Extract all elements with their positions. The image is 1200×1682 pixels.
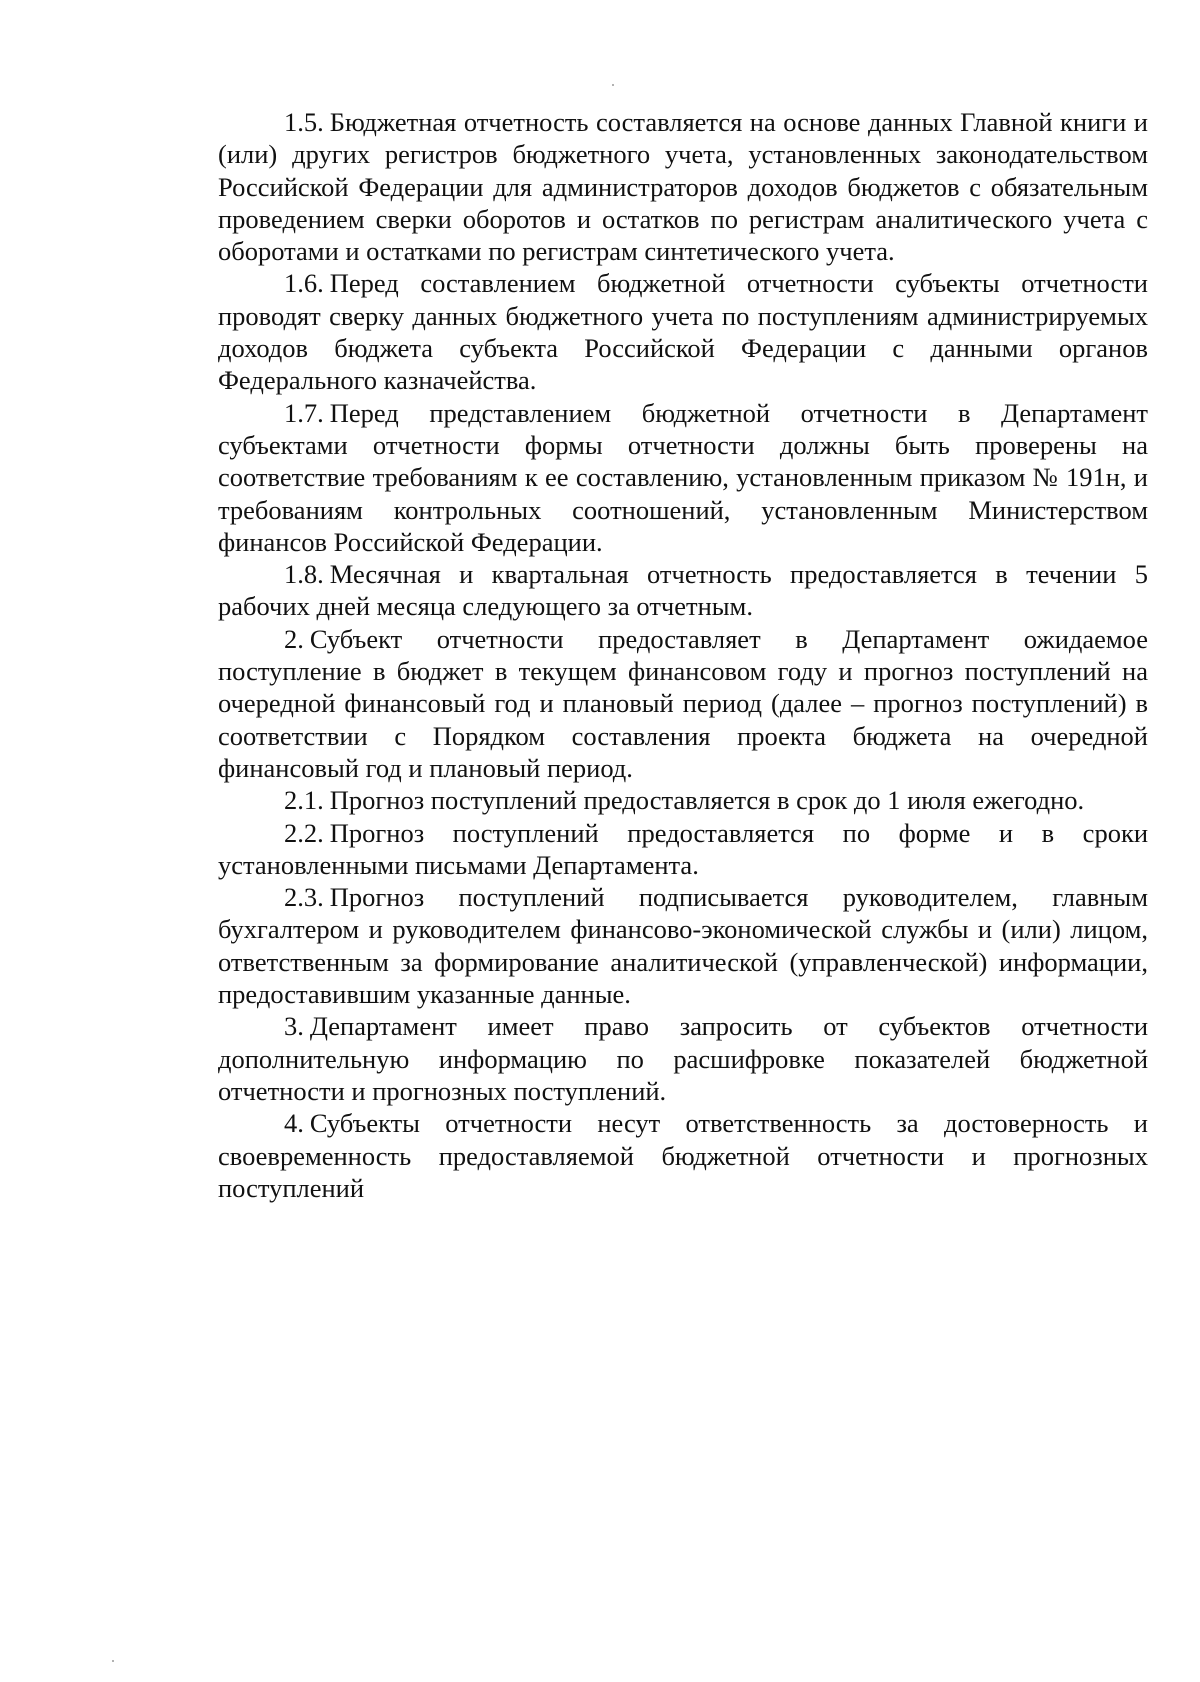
- paragraph-number: 2.1.: [284, 785, 324, 816]
- paragraph-number: 3.: [284, 1011, 304, 1042]
- paragraph-text: Перед составлением бюджетной отчетности субъекты отчетности проводят сверку данных бюджетного учета по поступлениям администрируемых доходов бюджета субъекта Российской Федерации с данными органов Федерального казначейства.: [218, 268, 1148, 396]
- paragraph-2-3: [218, 881, 1148, 1010]
- paragraph-1-5: [218, 106, 1148, 267]
- paragraph-text: Департамент имеет право запросить от субъектов отчетности дополнительную информацию по расшифровке показателей бюджетной отчетности и прогнозных поступлений.: [218, 1011, 1148, 1106]
- scan-speck: [612, 84, 614, 86]
- paragraph-text: Месячная и квартальная отчетность предоставляется в течении 5 рабочих дней месяца следующего за отчетным.: [218, 559, 1148, 622]
- paragraph-3: [218, 1010, 1148, 1107]
- paragraph-4: [218, 1107, 1148, 1204]
- paragraph-2-1: [218, 784, 1148, 816]
- paragraph-1-7: [218, 397, 1148, 558]
- paragraph-number: 2.2.: [284, 817, 324, 848]
- paragraph-1-8: [218, 558, 1148, 623]
- paragraph-text: Субъект отчетности предоставляет в Департамент ожидаемое поступление в бюджет в текущем финансовом году и прогноз поступлений на очередной финансовый год и плановый период (далее – прогноз поступлений) в соответствии с Порядком составления проекта бюджета на очередной финансовый год и плановый период.: [218, 623, 1148, 783]
- paragraph-text: Перед представлением бюджетной отчетности в Департамент субъектами отчетности формы отчетности должны быть проверены на соответствие требованиям к ее составлению, установленным приказом № 191н, и требованиям контрольных соотношений, установленным Министерством финансов Российской Федерации.: [218, 397, 1148, 557]
- paragraph-number: 1.6.: [284, 268, 324, 299]
- paragraph-number: 2.: [284, 623, 304, 654]
- paragraph-text: Прогноз поступлений предоставляется в срок до 1 июля ежегодно.: [329, 785, 1085, 816]
- paragraph-2: [218, 623, 1148, 784]
- paragraph-number: 2.3.: [284, 882, 324, 913]
- paragraph-number: 1.8.: [284, 559, 324, 590]
- paragraph-number: 4.: [284, 1108, 304, 1139]
- scan-speck: [112, 1660, 114, 1662]
- paragraph-text: Прогноз поступлений предоставляется по форме и в сроки установленными письмами Департамента.: [218, 817, 1148, 880]
- paragraph-1-6: [218, 267, 1148, 396]
- paragraph-text: Бюджетная отчетность составляется на основе данных Главной книги и (или) других регистров бюджетного учета, установленных законодательством Российской Федерации для администраторов доходов бюджетов с обязательным проведением сверки оборотов и остатков по регистрам аналитического учета с оборотами и остатками по регистрам синтетического учета.: [218, 107, 1148, 267]
- paragraph-text: Субъекты отчетности несут ответственность за достоверность и своевременность предоставляемой бюджетной отчетности и прогнозных поступлений: [218, 1108, 1148, 1203]
- paragraph-number: 1.5.: [284, 107, 324, 137]
- paragraph-number: 1.7.: [284, 397, 324, 428]
- document-body: [218, 106, 1148, 1204]
- paragraph-text: Прогноз поступлений подписывается руководителем, главным бухгалтером и руководителем финансово-экономической службы и (или) лицом, ответственным за формирование аналитической (управленческой) информации, предоставившим указанные данные.: [218, 882, 1148, 1010]
- paragraph-2-2: [218, 817, 1148, 882]
